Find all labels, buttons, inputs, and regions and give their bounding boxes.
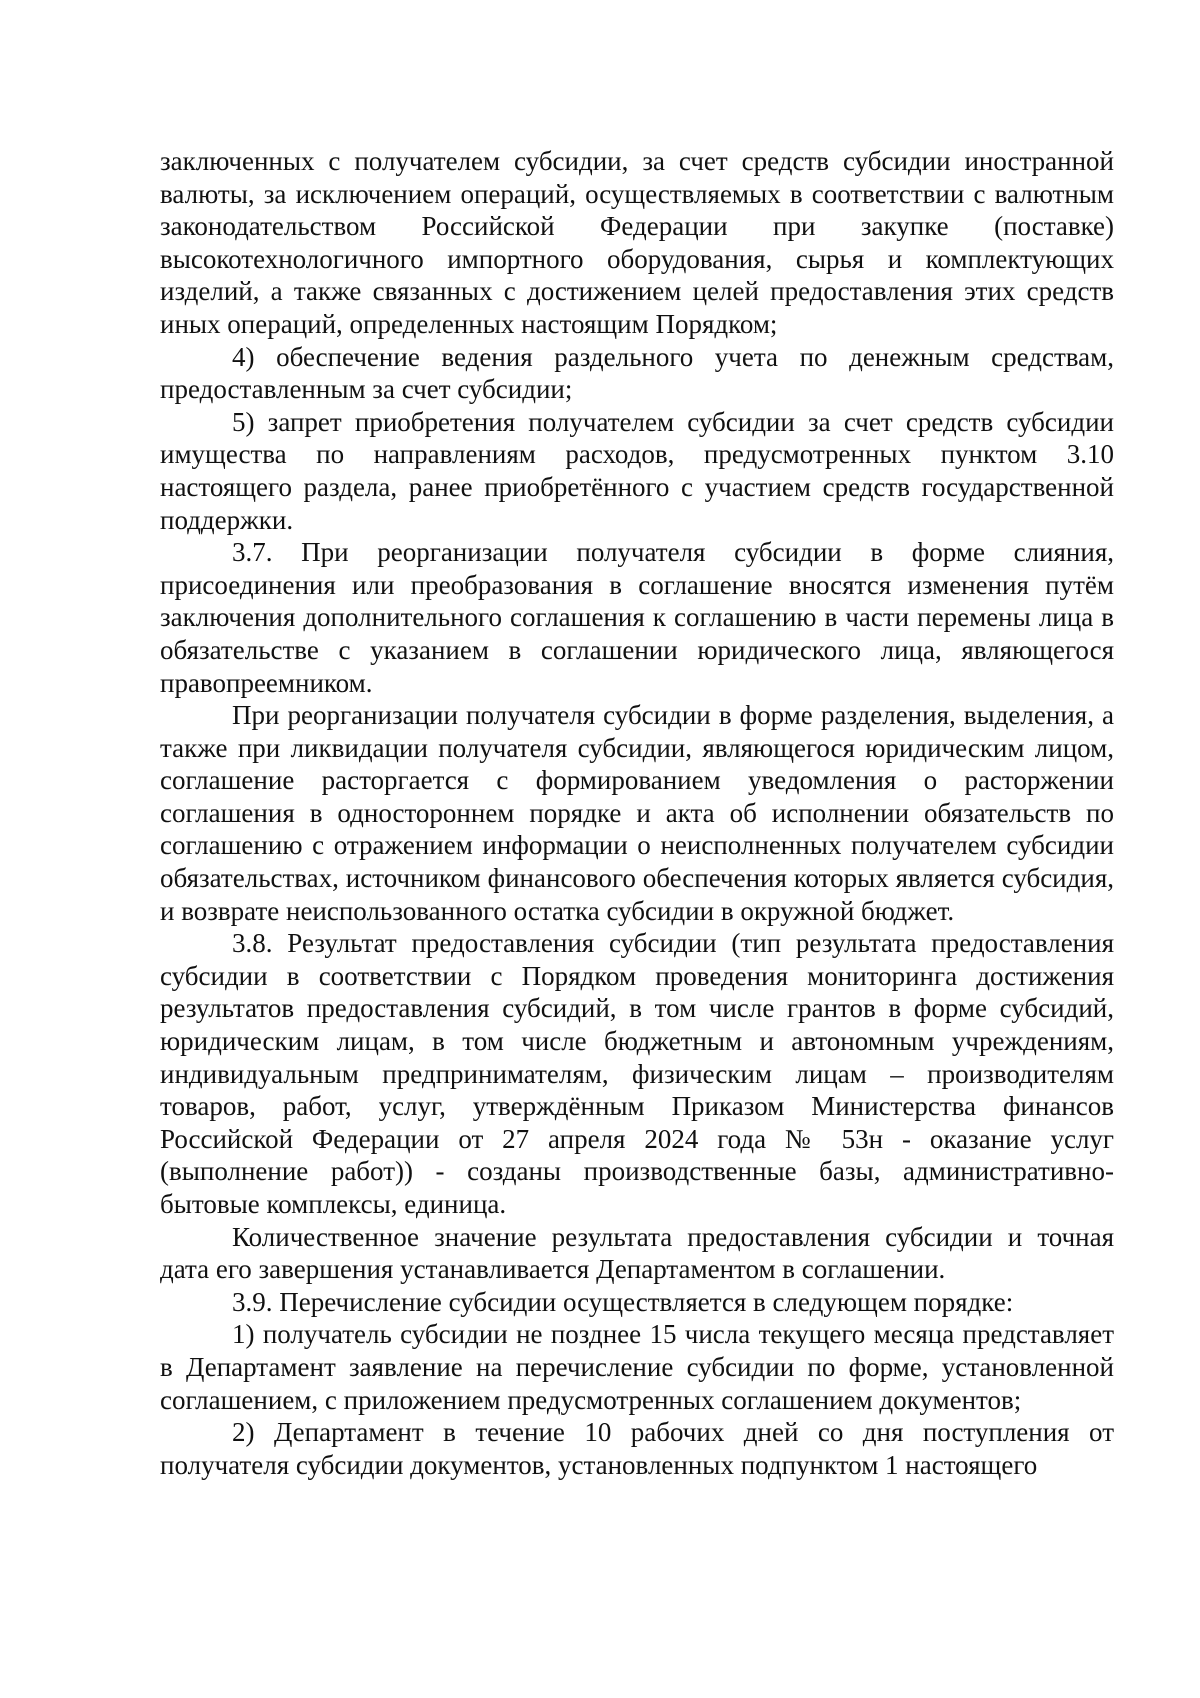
paragraph-3-7: 3.7. При реорганизации получателя субсидии в форме слияния, присоединения или преобразования в соглашение вносятся изменения путём заключения дополнительного соглашения к соглашению в части перемены лица в обязательстве с указанием в соглашении юридического лица, являющегося правопреемником. — [160, 537, 1114, 698]
paragraph-item-5: 5) запрет приобретения получателем субсидии за счет средств субсидии имущества по направлениям расходов, предусмотренных пунктом 3.10 настоящего раздела, ранее приобретённого с участием средств государственной поддержки. — [160, 406, 1114, 535]
document-body — [160, 145, 1114, 1481]
paragraph-continuation: заключенных с получателем субсидии, за счет средств субсидии иностранной валюты, за исключением операций, осуществляемых в соответствии с валютным законодательством Российской Федерации при закупке (поставке) высокотехнологичного импортного оборудования, сырья и комплектующих изделий, а также связанных с достижением целей предоставления этих средств иных операций, определенных настоящим Порядком; — [160, 146, 1114, 339]
paragraph-3-9-item-2: 2) Департамент в течение 10 рабочих дней со дня поступления от получателя субсидии документов, установленных подпунктом 1 настоящего — [160, 1417, 1114, 1480]
paragraph-item-4: 4) обеспечение ведения раздельного учета по денежным средствам, предоставленным за счет субсидии; — [160, 341, 1114, 405]
paragraph-3-8: 3.8. Результат предоставления субсидии (тип результата предоставления субсидии в соответствии с Порядком проведения мониторинга достижения результатов предоставления субсидий, в том числе грантов в форме субсидий, юридическим лицам, в том числе бюджетным и автономным учреждениям, индивидуальным предпринимателям, физическим лицам – производителям товаров, работ, услуг, утверждённым Приказом Министерства финансов Российской Федерации от 27 апреля 2024 года № 53н - оказание услуг (выполнение работ)) - созданы производственные базы, административно-бытовые комплексы, единица. — [160, 928, 1114, 1219]
paragraph-3-9: 3.9. Перечисление субсидии осуществляется в следующем порядке: — [232, 1286, 1014, 1317]
paragraph-3-7-continued: При реорганизации получателя субсидии в форме разделения, выделения, а также при ликвидации получателя субсидии, являющегося юридическим лицом, соглашение расторгается с формированием уведомления о расторжении соглашения в одностороннем порядке и акта об исполнении обязательств по соглашению с отражением информации о неисполненных получателем субсидии обязательствах, источником финансового обеспечения которых является субсидия, и возврате неиспользованного остатка субсидии в окружной бюджет. — [160, 700, 1114, 926]
paragraph-3-8-continued: Количественное значение результата предоставления субсидии и точная дата его завершения устанавливается Департаментом в соглашении. — [160, 1221, 1114, 1285]
paragraph-3-9-item-1: 1) получатель субсидии не позднее 15 числа текущего месяца представляет в Департамент заявление на перечисление субсидии по форме, установленной соглашением, с приложением предусмотренных соглашением документов; — [160, 1319, 1114, 1415]
